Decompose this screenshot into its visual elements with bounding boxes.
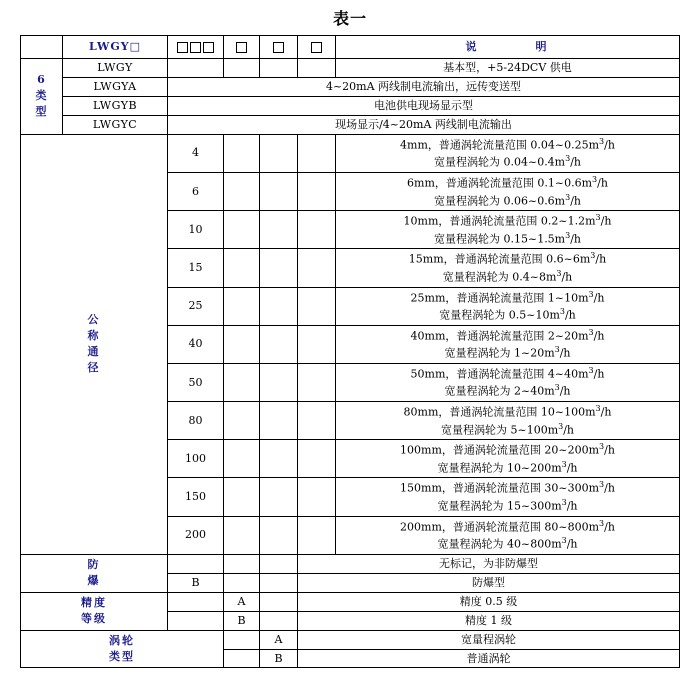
section-label-category: 6 类 型 xyxy=(21,59,63,135)
diameter-size: 50 xyxy=(168,363,224,401)
type-spacer-cell xyxy=(298,59,336,78)
diameter-spacer-cell xyxy=(260,134,298,172)
header-box-group-1 xyxy=(168,36,224,59)
accuracy-description: 精度 0.5 级 xyxy=(298,592,680,611)
header-box-group-3 xyxy=(260,36,298,59)
header-blank-cell xyxy=(21,36,63,59)
type-description: 现场显示/4~20mA 两线制电流输出 xyxy=(168,115,680,134)
diameter-spacer-cell xyxy=(298,172,336,210)
accuracy-spacer-cell xyxy=(260,592,298,611)
type-model-name: LWGYB xyxy=(63,96,168,115)
diameter-spacer-cell xyxy=(224,172,260,210)
explosion-code: B xyxy=(168,573,224,592)
explosion-description: 防爆型 xyxy=(298,573,680,592)
accuracy-code: A xyxy=(224,592,260,611)
type-description: 4~20mA 两线制电流输出，远传变送型 xyxy=(168,77,680,96)
diameter-spacer-cell xyxy=(224,402,260,440)
turbine-code: B xyxy=(260,649,298,668)
accuracy-description: 精度 1 级 xyxy=(298,611,680,630)
diameter-spacer-cell xyxy=(298,249,336,287)
page-title: 表一 xyxy=(332,9,367,28)
type-spacer-cell xyxy=(224,59,260,78)
type-description: 电池供电现场显示型 xyxy=(168,96,680,115)
specification-table xyxy=(20,35,680,668)
type-model-name: LWGYA xyxy=(63,77,168,96)
diameter-size: 6 xyxy=(168,172,224,210)
diameter-description: 80mm，普通涡轮流量范围 $10\sim 100m^3/h$ 宽量程涡轮为 $5\sim 100m^3/h$ xyxy=(336,402,680,440)
diameter-spacer-cell xyxy=(224,325,260,363)
diameter-description: 25mm，普通涡轮流量范围 $1\sim 10m^3/h$ 宽量程涡轮为 $0.5\sim 10m^3/h$ xyxy=(336,287,680,325)
turbine-code: A xyxy=(260,630,298,649)
diameter-spacer-cell xyxy=(298,325,336,363)
header-description-label: 说 明 xyxy=(336,36,680,59)
type-spacer-cell xyxy=(260,59,298,78)
diameter-size: 10 xyxy=(168,211,224,249)
diameter-description: 200mm，普通涡轮流量范围 $80\sim 800m^3/h$ 宽量程涡轮为 $40\sim 800m^3/h$ xyxy=(336,516,680,554)
diameter-description: 10mm，普通涡轮流量范围 $0.2\sim 1.2m^3/h$ 宽量程涡轮为 $0.15\sim 1.5m^3/h$ xyxy=(336,211,680,249)
accuracy-spacer-cell xyxy=(168,592,224,611)
diameter-spacer-cell xyxy=(260,478,298,516)
diameter-spacer-cell xyxy=(260,325,298,363)
table-row xyxy=(21,77,680,96)
table-row xyxy=(21,96,680,115)
header-box-group-2 xyxy=(224,36,260,59)
turbine-spacer-cell xyxy=(224,649,260,668)
diameter-description: 15mm，普通涡轮流量范围 $0.6\sim 6m^3/h$ 宽量程涡轮为 $0.4\sim 8m^3/h$ xyxy=(336,249,680,287)
diameter-size: 80 xyxy=(168,402,224,440)
type-spacer-cell xyxy=(168,59,224,78)
diameter-description: 40mm，普通涡轮流量范围 $2\sim 20m^3/h$ 宽量程涡轮为 $1\sim 20m^3/h$ xyxy=(336,325,680,363)
diameter-description: 4mm，普通涡轮流量范围 $0.04\sim 0.25m^3/h$ 宽量程涡轮为 $0.04\sim 0.4m^3/h$ xyxy=(336,134,680,172)
diameter-spacer-cell xyxy=(224,249,260,287)
type-description: 基本型，+5-24DCV 供电 xyxy=(336,59,680,78)
diameter-spacer-cell xyxy=(298,134,336,172)
diameter-size: 200 xyxy=(168,516,224,554)
diameter-spacer-cell xyxy=(298,478,336,516)
diameter-spacer-cell xyxy=(224,211,260,249)
diameter-spacer-cell xyxy=(224,516,260,554)
diameter-spacer-cell xyxy=(260,440,298,478)
diameter-spacer-cell xyxy=(224,134,260,172)
diameter-spacer-cell xyxy=(298,211,336,249)
diameter-spacer-cell xyxy=(260,211,298,249)
explosion-spacer-cell xyxy=(260,573,298,592)
table-row xyxy=(21,630,680,649)
explosion-spacer-cell xyxy=(260,554,298,573)
checkbox-square-icon xyxy=(236,42,247,53)
diameter-spacer-cell xyxy=(298,287,336,325)
diameter-size: 100 xyxy=(168,440,224,478)
diameter-spacer-cell xyxy=(224,287,260,325)
diameter-spacer-cell xyxy=(224,363,260,401)
diameter-spacer-cell xyxy=(298,363,336,401)
diameter-size: 4 xyxy=(168,134,224,172)
diameter-spacer-cell xyxy=(260,287,298,325)
explosion-spacer-cell xyxy=(224,554,260,573)
explosion-description: 无标记，为非防爆型 xyxy=(298,554,680,573)
diameter-size: 25 xyxy=(168,287,224,325)
table-header-row xyxy=(21,36,680,59)
explosion-spacer-cell xyxy=(224,573,260,592)
table-row xyxy=(21,115,680,134)
diameter-size: 15 xyxy=(168,249,224,287)
diameter-spacer-cell xyxy=(224,478,260,516)
table-row xyxy=(21,554,680,573)
diameter-description: 100mm，普通涡轮流量范围 $20\sim 200m^3/h$ 宽量程涡轮为 $10\sim 200m^3/h$ xyxy=(336,440,680,478)
diameter-spacer-cell xyxy=(224,440,260,478)
diameter-size: 150 xyxy=(168,478,224,516)
diameter-description: 150mm，普通涡轮流量范围 $30\sim 300m^3/h$ 宽量程涡轮为 $15\sim 300m^3/h$ xyxy=(336,478,680,516)
section-label-nominal-diameter: 公 称 通 径 xyxy=(21,134,168,554)
diameter-spacer-cell xyxy=(298,516,336,554)
checkbox-square-icon xyxy=(311,42,322,53)
table-row xyxy=(21,592,680,611)
diameter-description: 50mm，普通涡轮流量范围 $4\sim 40m^3/h$ 宽量程涡轮为 $2\sim 40m^3/h$ xyxy=(336,363,680,401)
diameter-spacer-cell xyxy=(260,402,298,440)
accuracy-spacer-cell xyxy=(260,611,298,630)
section-label-explosion-proof: 防 爆 xyxy=(21,554,168,592)
turbine-description: 普通涡轮 xyxy=(298,649,680,668)
turbine-spacer-cell xyxy=(224,630,260,649)
accuracy-code: B xyxy=(224,611,260,630)
table-row xyxy=(21,59,680,78)
turbine-description: 宽量程涡轮 xyxy=(298,630,680,649)
diameter-spacer-cell xyxy=(260,363,298,401)
diameter-spacer-cell xyxy=(298,402,336,440)
checkbox-square-icon xyxy=(273,42,284,53)
checkbox-square-icon xyxy=(203,42,214,53)
section-label-accuracy: 精度 等级 xyxy=(21,592,168,630)
checkbox-square-icon xyxy=(190,42,201,53)
type-model-name: LWGY xyxy=(63,59,168,78)
diameter-spacer-cell xyxy=(260,172,298,210)
diameter-description: 6mm，普通涡轮流量范围 $0.1\sim 0.6m^3/h$ 宽量程涡轮为 $0.06\sim 0.6m^3/h$ xyxy=(336,172,680,210)
table-row xyxy=(21,134,680,172)
diameter-spacer-cell xyxy=(260,249,298,287)
diameter-spacer-cell xyxy=(260,516,298,554)
section-label-turbine-type: 涡轮 类型 xyxy=(21,630,224,668)
type-model-name: LWGYC xyxy=(63,115,168,134)
explosion-code xyxy=(168,554,224,573)
diameter-size: 40 xyxy=(168,325,224,363)
accuracy-spacer-cell xyxy=(168,611,224,630)
checkbox-square-icon xyxy=(177,42,188,53)
header-box-group-4 xyxy=(298,36,336,59)
header-model-label: LWGY□ xyxy=(63,36,168,59)
diameter-spacer-cell xyxy=(298,440,336,478)
